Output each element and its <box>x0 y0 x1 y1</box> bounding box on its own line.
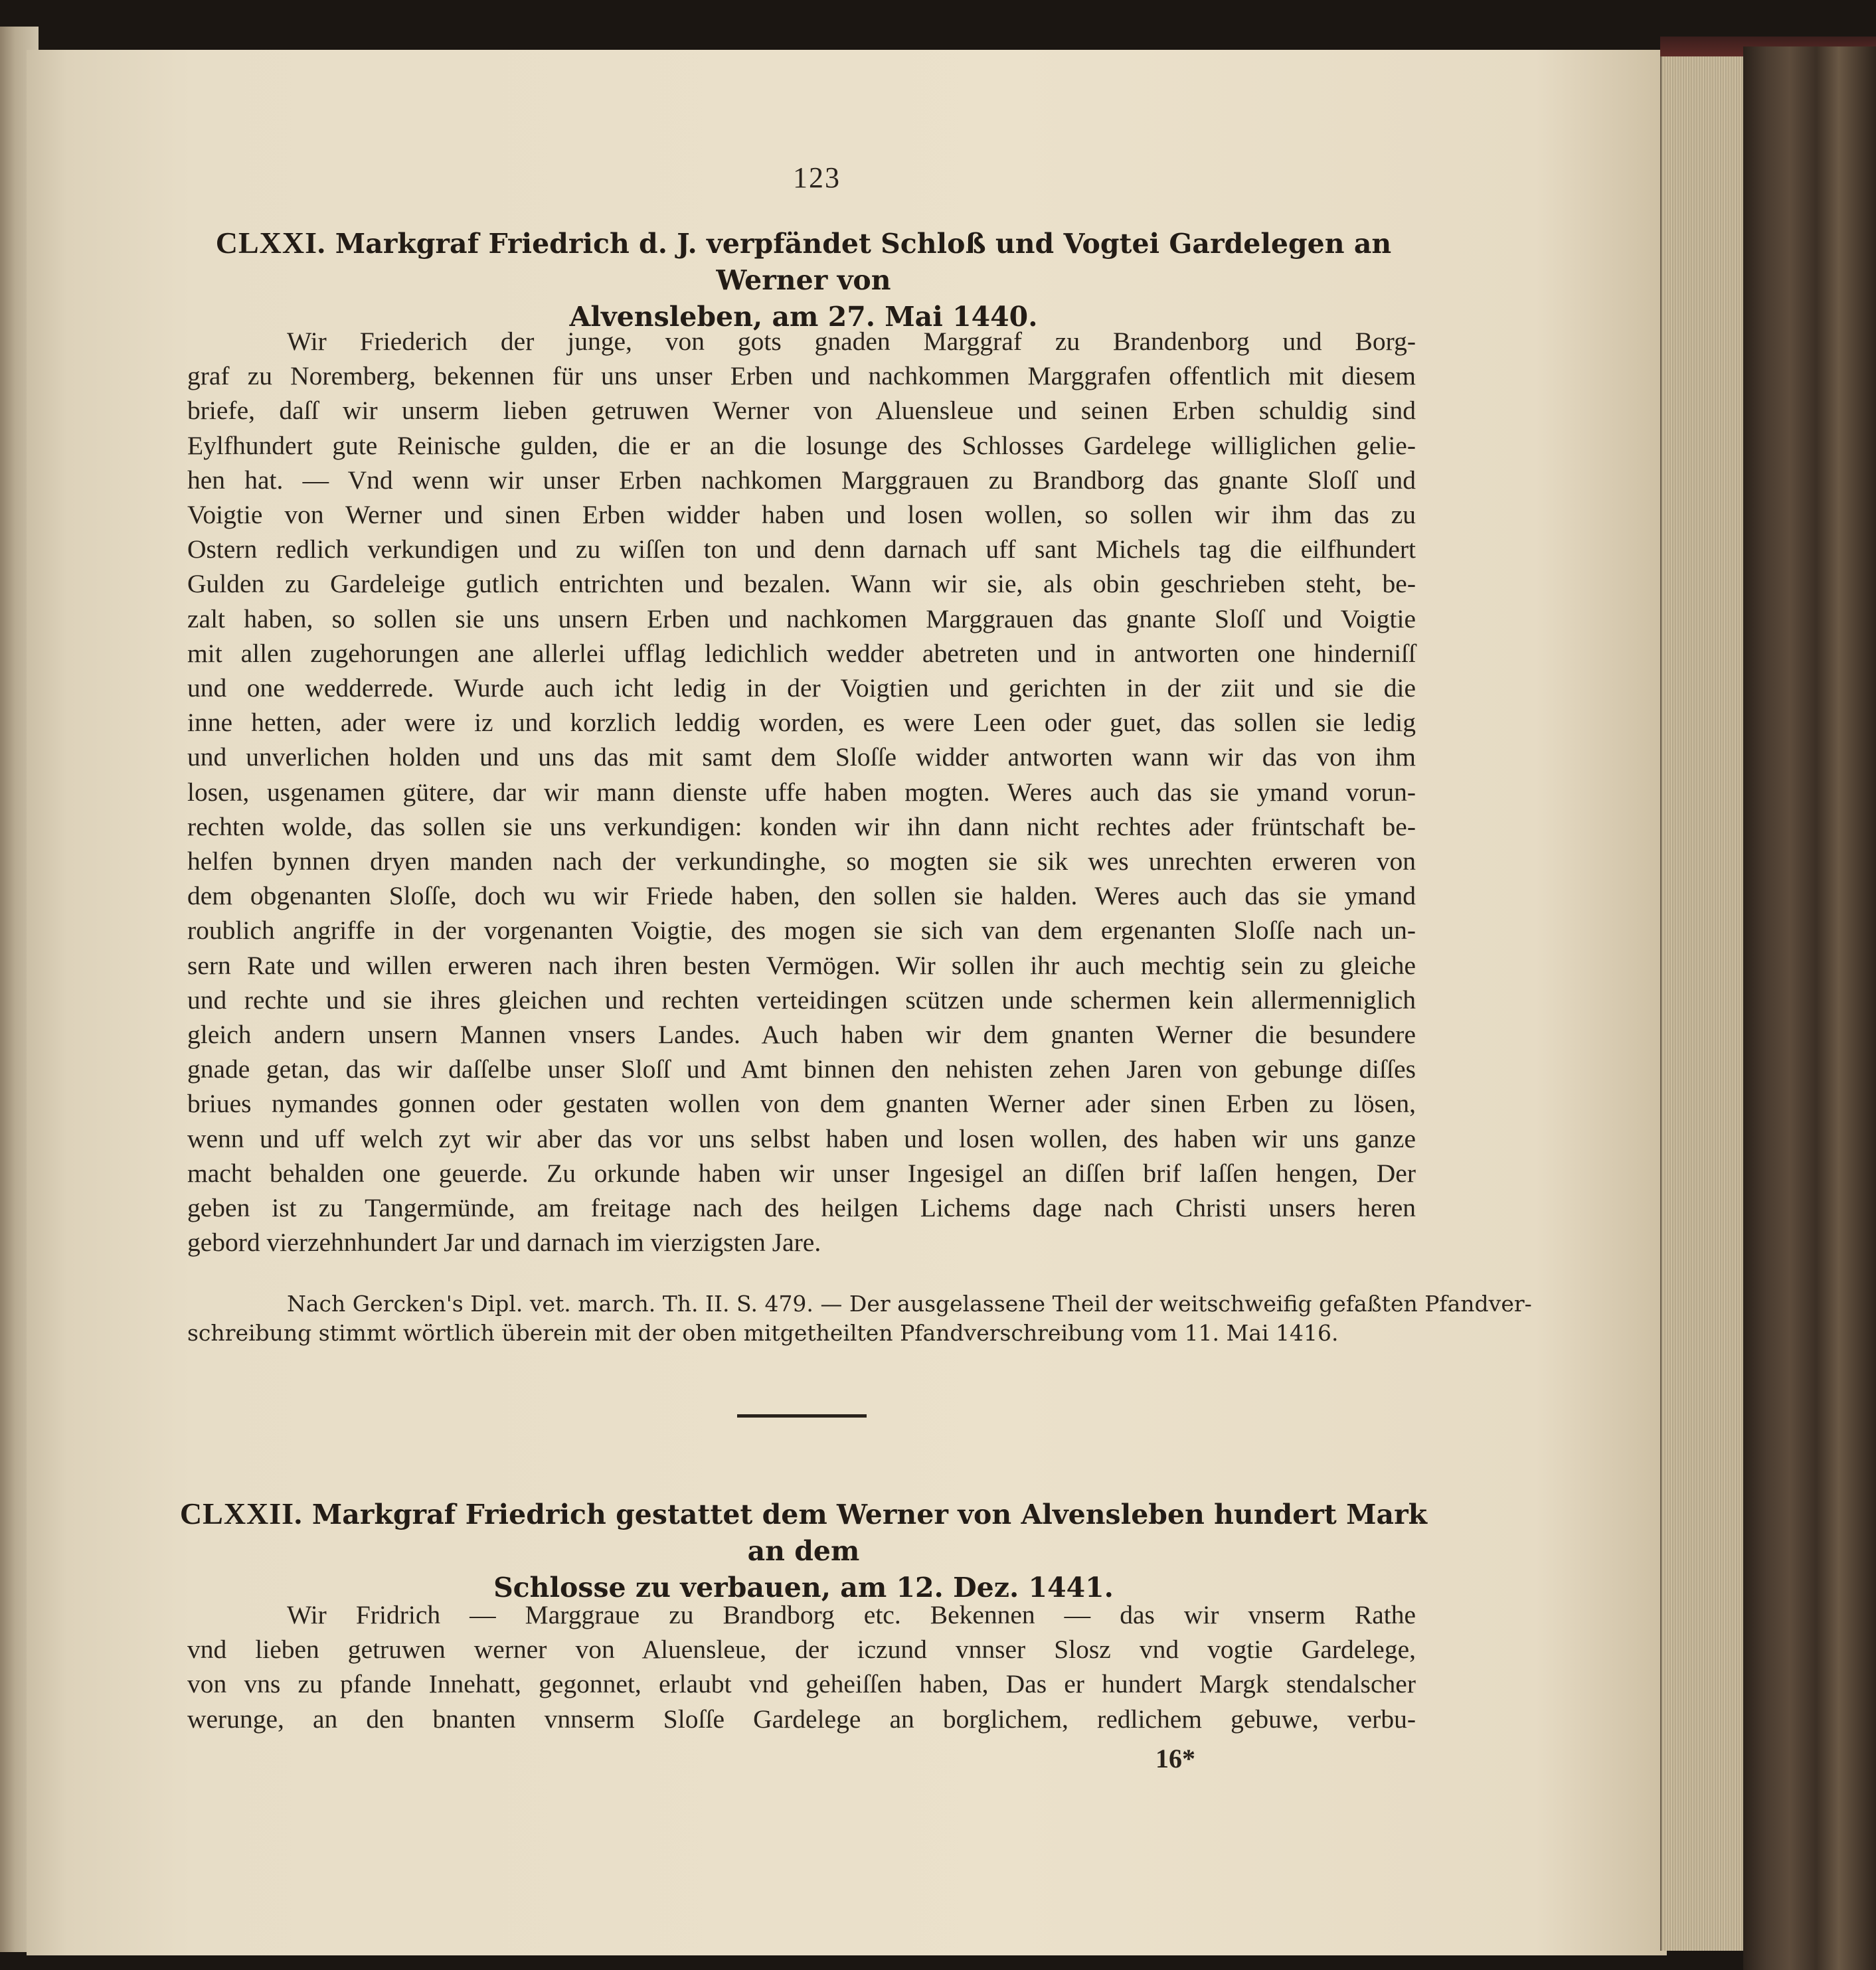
text-line: Wir Friederich der junge, von gots gnaden Marggraf zu Brandenborg und Borg- <box>287 327 1416 356</box>
text-line: Gulden zu Gardeleige gutlich entrichten und bezalen. Wann wir sie, als obin geschrieben steht, be- <box>187 569 1416 599</box>
doc-172-heading-line1 <box>179 1495 1428 1570</box>
book-cover <box>1743 46 1876 1970</box>
text-line: Wir Fridrich — Marggraue zu Brandborg etc. Bekennen — das wir vnserm Rathe <box>287 1600 1416 1629</box>
text-line: inne hetten, ader were iz und korzlich leddig worden, es were Leen oder guet, das sollen sie ledig <box>187 708 1416 738</box>
text-line: rechten wolde, das sollen sie uns verkundigen: konden wir ihn dann nicht rechtes ader früntschaft be- <box>187 811 1416 841</box>
doc-172-heading-line2: Schlosse zu verbauen, am 12. Dez. 1441. <box>493 1572 1114 1603</box>
text-line: helfen bynnen dryen manden nach der verkundinghe, so mogten sie sik wes unrechten erweren von <box>187 847 1416 876</box>
text-line: Eylfhundert gute Reinische gulden, die er an die losunge des Schlosses Gardelege williglichen gelie- <box>187 430 1416 460</box>
text-line: geben ist zu Tangermünde, am freitage nach des heilgen Lichems dage nach Christi unsers heren <box>187 1193 1416 1223</box>
text-line: zalt haben, so sollen sie uns unsern Erben und nachkomen Marggrauen das gnante Sloſſ und Voigtie <box>187 604 1416 633</box>
text-line: losen, usgenamen gütere, dar wir mann dienste uffe haben mogten. Weres auch das sie ymand vorun- <box>187 777 1416 807</box>
text-line: gleich andern unsern Mannen vnsers Landes. Auch haben wir dem gnanten Werner die besundere <box>187 1020 1416 1050</box>
text-line: dem obgenanten Sloſſe, doch wu wir Friede haben, den sollen sie halden. Weres auch das sie ymand <box>187 881 1416 911</box>
doc-172-body <box>187 1598 1416 1736</box>
note-line: schreibung stimmt wörtlich überein mit der oben mitgetheilten Pfandverschreibung vom 11. Mai 1416. <box>187 1320 1339 1346</box>
signature-mark: 16* <box>1155 1744 1195 1773</box>
text-line: sern Rate und willen erweren nach ihren besten Vermögen. Wir sollen ihr auch mechtig sein zu gleiche <box>187 950 1416 980</box>
text-line: hen hat. — Vnd wenn wir unser Erben nachkomen Marggrauen zu Brandborg das gnante Sloſſ und <box>187 465 1416 495</box>
doc-171-heading-line1 <box>179 224 1428 299</box>
doc-171-title: Markgraf Friedrich d. J. verpfändet Schloß und Vogtei Gardelegen an Werner von <box>335 228 1392 296</box>
text-line: briues nymandes gonnen oder gestaten wollen von dem gnanten Werner ader sinen Erben zu lösen, <box>187 1089 1416 1119</box>
page-number: 123 <box>793 161 841 194</box>
page-edges <box>1660 52 1748 1951</box>
text-line: und unverlichen holden und uns das mit samt dem Sloſſe widder antworten wann wir das von ihm <box>187 742 1416 772</box>
text-line: mit allen zugehorungen ane allerlei ufflag ledichlich wedder abetreten und in antworten one hinderniſſ <box>187 638 1416 668</box>
text-line: und one wedderrede. Wurde auch icht ledig in der Voigtien und gerichten in der ziit und sie die <box>187 673 1416 703</box>
doc-171-source-note <box>187 1289 1532 1348</box>
text-line: von vns zu pfande Innehatt, gegonnet, erlaubt vnd geheiſſen haben, Das er hundert Margk stendalscher <box>187 1669 1416 1699</box>
doc-171-number: CLXXI. <box>215 226 326 260</box>
text-line: graf zu Noremberg, bekennen für uns unser Erben und nachkommen Marggrafen offentlich mit diesem <box>187 361 1416 391</box>
text-line: Ostern redlich verkundigen und zu wiſſen ton und denn darnach uff sant Michels tag die eilfhundert <box>187 534 1416 564</box>
text-line: und rechte und sie ihres gleichen und rechten verteidingen scützen unde schermen kein allermenniglich <box>187 985 1416 1015</box>
text-line: vnd lieben getruwen werner von Aluensleue, der iczund vnnser Slosz vnd vogtie Gardelege, <box>187 1635 1416 1665</box>
doc-171-heading <box>179 224 1428 335</box>
doc-172-heading <box>179 1495 1428 1606</box>
doc-171-body <box>187 324 1416 1260</box>
text-line: briefe, daſſ wir unserm lieben getruwen Werner von Aluensleue und seinen Erben schuldig sind <box>187 396 1416 426</box>
section-divider <box>737 1414 867 1418</box>
doc-171-heading-line2: Alvensleben, am 27. Mai 1440. <box>569 301 1038 333</box>
doc-172-number: CLXXII. <box>179 1497 303 1530</box>
text-line: roublich angriffe in der vorgenanten Voigtie, des mogen sie sich van dem ergenanten Sloſſe nach un- <box>187 916 1416 945</box>
text-line: macht behalden one geuerde. Zu orkunde haben wir unser Ingesigel an diſſen brif laſſen hengen, Der <box>187 1158 1416 1188</box>
text-line: Voigtie von Werner und sinen Erben widder haben und losen wollen, so sollen wir ihm das zu <box>187 500 1416 530</box>
text-line: werunge, an den bnanten vnnserm Sloſſe Gardelege an borglichem, redlichem gebuwe, verbu- <box>187 1704 1416 1734</box>
note-line: Nach Gercken's Dipl. vet. march. Th. II. S. 479. — Der ausgelassene Theil der weitschweifig gefaßten Pfandver- <box>287 1291 1532 1317</box>
text-line: gebord vierzehnhundert Jar und darnach im vierzigsten Jare. <box>187 1228 821 1258</box>
doc-172-title: Markgraf Friedrich gestattet dem Werner von Alvensleben hundert Mark an dem <box>311 1499 1428 1567</box>
text-line: wenn und uff welch zyt wir aber das vor uns selbst haben und losen wollen, des haben wir uns ganze <box>187 1123 1416 1153</box>
text-line: gnade getan, das wir daſſelbe unser Sloſſ und Amt binnen den nehisten zehen Jaren von gebunge diſſes <box>187 1054 1416 1084</box>
